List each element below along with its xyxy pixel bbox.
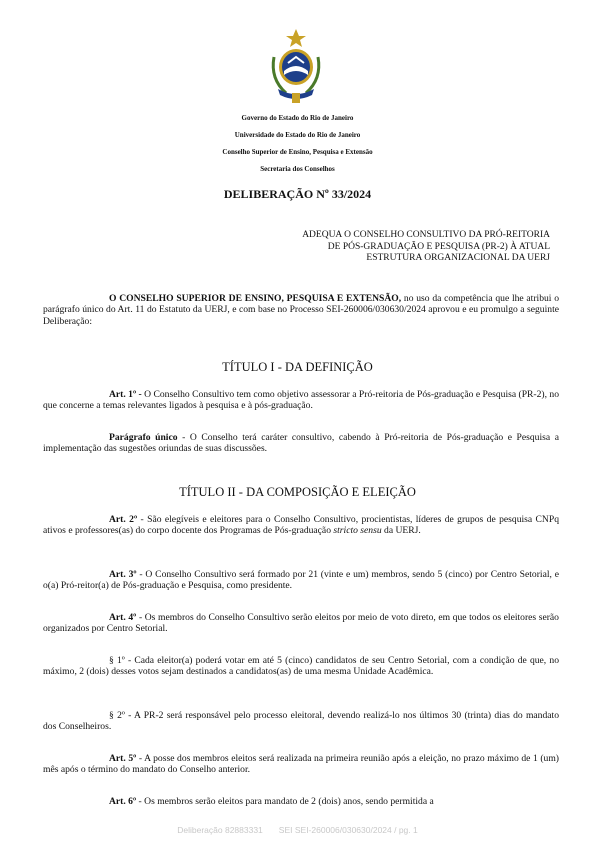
article-text: - Os membros do Conselho Consultivo serão eleitos por meio de voto direto, em que todos os eleitores serão organizados por Centro Setorial. bbox=[43, 612, 559, 635]
article-label: Art. 5º bbox=[109, 753, 137, 764]
header-line-government: Governo do Estado do Rio de Janeiro bbox=[241, 114, 354, 122]
article-label: Art. 6º bbox=[109, 796, 137, 807]
header-line-university: Universidade do Estado do Rio de Janeiro bbox=[234, 131, 361, 139]
article-label: Art. 1º - bbox=[109, 389, 142, 400]
article-text: - A posse dos membros eleitos será realizada na primeira reunião após a eleição, no prazo máximo de 1 (um) mês após o término do mandato do Conselho anterior. bbox=[43, 753, 559, 776]
preamble-council-name: O CONSELHO SUPERIOR DE ENSINO, PESQUISA E EXTENSÃO, bbox=[109, 293, 402, 304]
paragrafo-label: Parágrafo único bbox=[109, 432, 178, 443]
paragraph-1 bbox=[43, 655, 559, 678]
preamble-paragraph bbox=[43, 293, 559, 327]
header-line-council: Conselho Superior de Ensino, Pesquisa e Extensão bbox=[222, 148, 373, 156]
title-2-heading: TÍTULO II - DA COMPOSIÇÃO E ELEIÇÃO bbox=[179, 485, 416, 499]
article-italic-text: stricto sensu bbox=[333, 525, 382, 537]
paragrafo-unico bbox=[43, 432, 559, 455]
article-4 bbox=[43, 612, 559, 635]
paragraph-text: § 1º - Cada eleitor(a) poderá votar em até 5 (cinco) candidatos de seu Centro Setorial, com a condição de que, no máximo, 2 (dois) desses votos sejam destinados a candidatos(as) de uma mesma Unidade Acadêmica. bbox=[43, 655, 559, 678]
page-footer bbox=[0, 825, 595, 835]
ementa-line: DE PÓS-GRADUAÇÃO E PESQUISA (PR-2) À ATUAL bbox=[327, 241, 550, 252]
ementa bbox=[250, 230, 550, 265]
paragraph-text: § 2º - A PR-2 será responsável pelo processo eleitoral, devendo realizá-lo nos últimos 30 (trinta) dias do mandato dos Conselheiros. bbox=[43, 710, 559, 733]
article-5 bbox=[43, 753, 559, 776]
footer-process-page: SEI SEI-260006/030630/2024 / pg. 1 bbox=[278, 825, 418, 835]
article-text: O Conselho Consultivo tem como objetivo assessorar a Pró-reitoria de Pós-graduação e Pesquisa (PR-2), no que concerne a temas relevantes ligados à pesquisa e à pós-graduação. bbox=[43, 389, 560, 412]
header-line-secretariat: Secretaria dos Conselhos bbox=[260, 165, 335, 173]
article-text: - O Conselho Consultivo será formado por 21 (vinte e um) membros, sendo 5 (cinco) por Centro Setorial, e o(a) Pró-reitor(a) de Pós-graduação e Pesquisa, como presidente. bbox=[43, 569, 559, 592]
paragraph-2 bbox=[43, 710, 559, 733]
ementa-line: ESTRUTURA ORGANIZACIONAL DA UERJ bbox=[366, 253, 550, 263]
footer-deliberation-id: Deliberação 82883331 bbox=[177, 825, 263, 835]
article-label: Art. 3º bbox=[109, 569, 137, 580]
preamble-text: no uso da competência que lhe atribui o parágrafo único do Art. 11 do Estatuto da UERJ, e com base no Processo SEI-260006/030630/2024 aprovou e eu promulgo a seguinte Deliberação: bbox=[43, 293, 559, 327]
article-text: - Os membros serão eleitos para mandato de 2 (dois) anos, sendo permitida a bbox=[136, 796, 434, 807]
article-2 bbox=[43, 514, 559, 537]
article-6 bbox=[43, 796, 559, 807]
title-1-heading: TÍTULO I - DA DEFINIÇÃO bbox=[222, 360, 373, 374]
article-1 bbox=[43, 389, 559, 412]
article-text-tail: da UERJ. bbox=[381, 525, 421, 537]
ementa-line: ADEQUA O CONSELHO CONSULTIVO DA PRÓ-REITORIA bbox=[302, 230, 550, 240]
deliberation-title: DELIBERAÇÃO Nº 33/2024 bbox=[223, 187, 372, 201]
article-3 bbox=[43, 569, 559, 592]
article-label: Art. 2º bbox=[109, 514, 138, 525]
article-text: - São elegíveis e eleitores para o Conselho Consultivo, procientistas, líderes de grupos de pesquisa CNPq ativos e professores(as) do corpo docente dos Programas de Pós-graduação bbox=[43, 514, 559, 537]
state-coat-of-arms-icon bbox=[268, 27, 324, 105]
article-label: Art. 4º bbox=[109, 612, 137, 623]
paragrafo-text: - O Conselho terá caráter consultivo, cabendo à Pró-reitoria de Pós-graduação e Pesquisa a implementação das sugestões oriundas de suas discussões. bbox=[43, 432, 559, 455]
